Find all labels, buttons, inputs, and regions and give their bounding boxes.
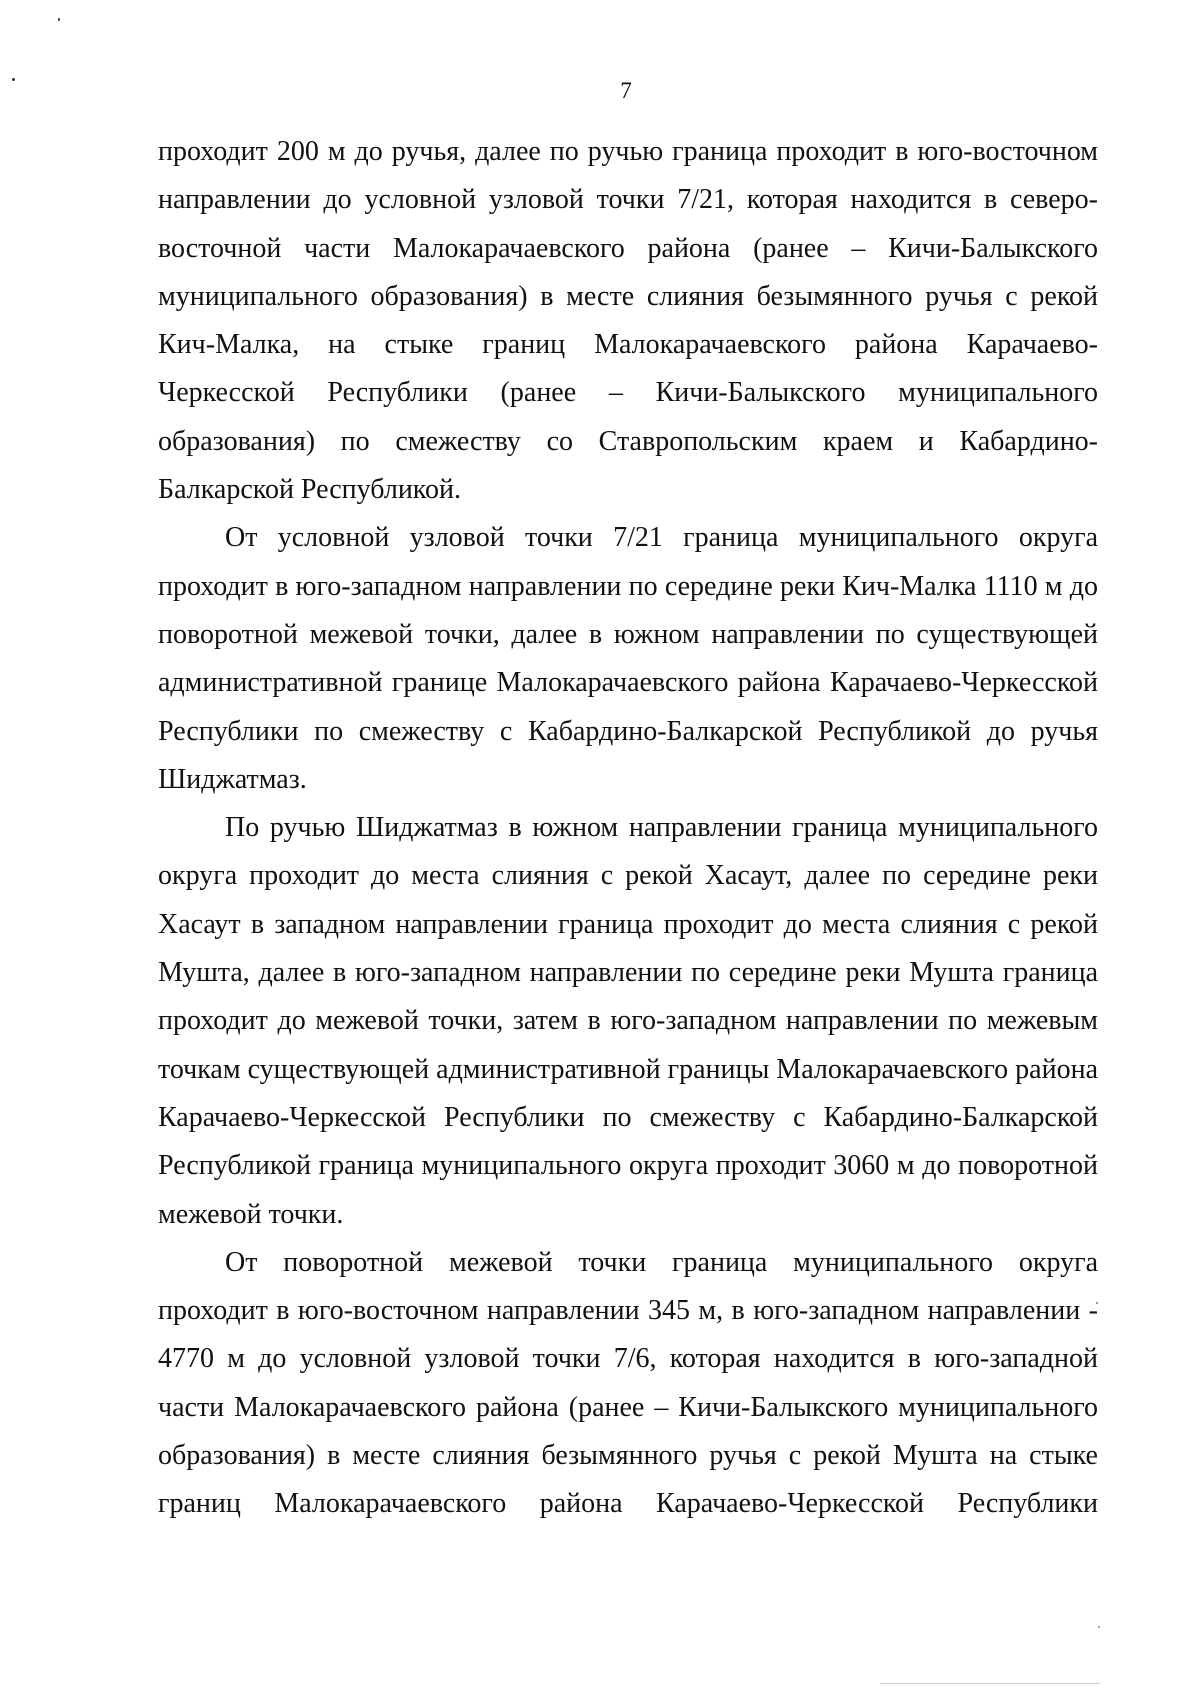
paragraph-continued: проходит 200 м до ручья, далее по ручью граница проходит в юго-восточном направлении до условной узловой точки 7/21, которая находится в северо-восточной части Малокарачаевского района (ранее – Кичи-Балыкского муниципального образования) в месте слияния безымянного ручья с рекой Кич-Малка, на стыке границ Малокарачаевского района Карачаево-Черкесской Республики (ранее – Кичи-Балыкского муниципального образования) по смежеству со Ставропольским краем и Кабардино-Балкарской Республикой. (158, 136, 1098, 506)
paragraph-from-node-7-21: От условной узловой точки 7/21 граница муниципального округа проходит в юго-западном направлении по середине реки Кич-Малка 1110 м до поворотной межевой точки, далее в южном направлении по существующей административной границе Малокарачаевского района Карачаево-Черкесской Республики по смежеству с Кабардино-Балкарской Республикой до ручья Шиджатмаз. (158, 522, 1098, 795)
page-number: 7 (620, 78, 632, 103)
paragraph-shidzhatmaz-stream: По ручью Шиджатмаз в южном направлении граница муниципального округа проходит до места слияния с рекой Хасаут, далее по середине реки Хасаут в западном направлении граница проходит до места слияния с рекой Мушта, далее в юго-западном направлении по середине реки Мушта граница проходит до межевой точки, затем в юго-западном направлении по межевым точкам существующей административной границы Малокарачаевского района Карачаево-Черкесской Республики по смежеству с Кабардино-Балкарской Республикой граница муниципального округа проходит 3060 м до поворотной межевой точки. (158, 812, 1098, 1230)
document-body (158, 128, 1098, 1529)
scan-speck (1098, 1626, 1100, 1628)
paragraph-from-turning-point: От поворотной межевой точки граница муниципального округа проходит в юго-восточном направлении 345 м, в юго-западном направлении - 4770 м до условной узловой точки 7/6, которая находится в юго-западной части Малокарачаевского района (ранее – Кичи-Балыкского муниципального образования) в месте слияния безымянного ручья с рекой Мушта на стыке границ Малокарачаевского района Карачаево-Черкесской Республики (158, 1246, 1098, 1520)
scan-speck (58, 18, 60, 21)
scan-edge-line (880, 1683, 1100, 1684)
